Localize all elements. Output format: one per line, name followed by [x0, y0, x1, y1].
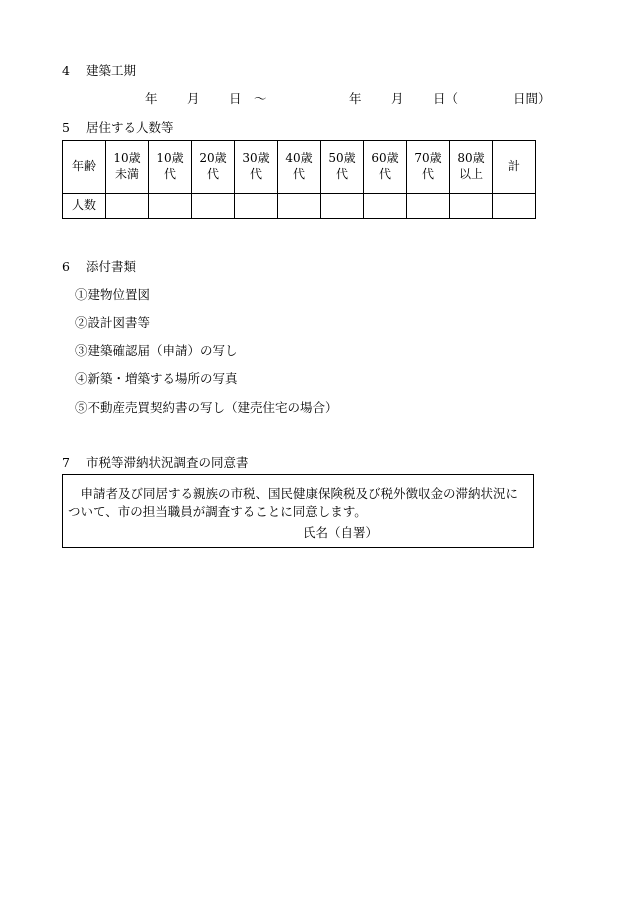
attachment-item: ②設計図書等	[75, 315, 151, 330]
section-4-heading	[62, 63, 136, 79]
period-tilde: ～	[254, 91, 267, 106]
signature-label: 氏名（自署）	[303, 525, 379, 540]
age-column-header: 80歳 以上	[450, 141, 493, 194]
count-cell[interactable]	[321, 194, 364, 219]
age-column-header: 50歳 代	[321, 141, 364, 194]
attachment-item: ⑤不動産売買契約書の写し（建売住宅の場合）	[75, 400, 338, 415]
age-column-header: 20歳 代	[192, 141, 235, 194]
age-column-header: 60歳 代	[364, 141, 407, 194]
start-year-label: 年	[145, 91, 158, 106]
total-column-header: 計	[493, 141, 536, 194]
section-5-title: 居住する人数等	[86, 120, 174, 135]
consent-text: 申請者及び同居する親族の市税、国民健康保険税及び税外徴収金の滞納状況について、市の担当職員が調査することに同意します。	[68, 486, 519, 519]
age-column-header: 70歳 代	[407, 141, 450, 194]
end-month-label: 月	[391, 91, 404, 106]
section-7-title: 市税等滞納状況調査の同意書	[86, 455, 249, 470]
count-total-cell[interactable]	[493, 194, 536, 219]
age-column-header: 10歳 未満	[106, 141, 149, 194]
section-7-number: 7	[62, 455, 70, 470]
age-header-row	[63, 141, 536, 194]
count-cell[interactable]	[192, 194, 235, 219]
age-column-header: 10歳 代	[149, 141, 192, 194]
start-month-label: 月	[187, 91, 200, 106]
attachment-item: ①建物位置図	[75, 287, 151, 302]
count-cell[interactable]	[407, 194, 450, 219]
count-row	[63, 194, 536, 219]
count-cell[interactable]	[235, 194, 278, 219]
end-year-label: 年	[349, 91, 362, 106]
section-5-heading	[62, 120, 174, 136]
consent-box	[62, 474, 534, 548]
section-7-heading	[62, 455, 249, 471]
count-cell[interactable]	[149, 194, 192, 219]
section-4-title: 建築工期	[86, 63, 137, 78]
section-4-number: 4	[62, 63, 70, 78]
count-cell[interactable]	[106, 194, 149, 219]
attachment-item: ④新築・増築する場所の写真	[75, 371, 238, 386]
count-cell[interactable]	[450, 194, 493, 219]
days-count-label: 日間）	[513, 91, 551, 106]
count-row-label: 人数	[63, 194, 106, 219]
attachment-item: ③建築確認届（申請）の写し	[75, 343, 238, 358]
end-day-label: 日（	[433, 91, 459, 106]
section-6-number: 6	[62, 259, 70, 274]
start-day-label: 日	[229, 91, 242, 106]
section-6-heading	[62, 259, 136, 275]
age-column-header: 40歳 代	[278, 141, 321, 194]
count-cell[interactable]	[278, 194, 321, 219]
section-5-number: 5	[62, 120, 70, 135]
age-column-header: 30歳 代	[235, 141, 278, 194]
age-row-header: 年齢	[63, 141, 106, 194]
section-6-title: 添付書類	[86, 259, 137, 274]
residents-age-table	[62, 140, 536, 219]
count-cell[interactable]	[364, 194, 407, 219]
